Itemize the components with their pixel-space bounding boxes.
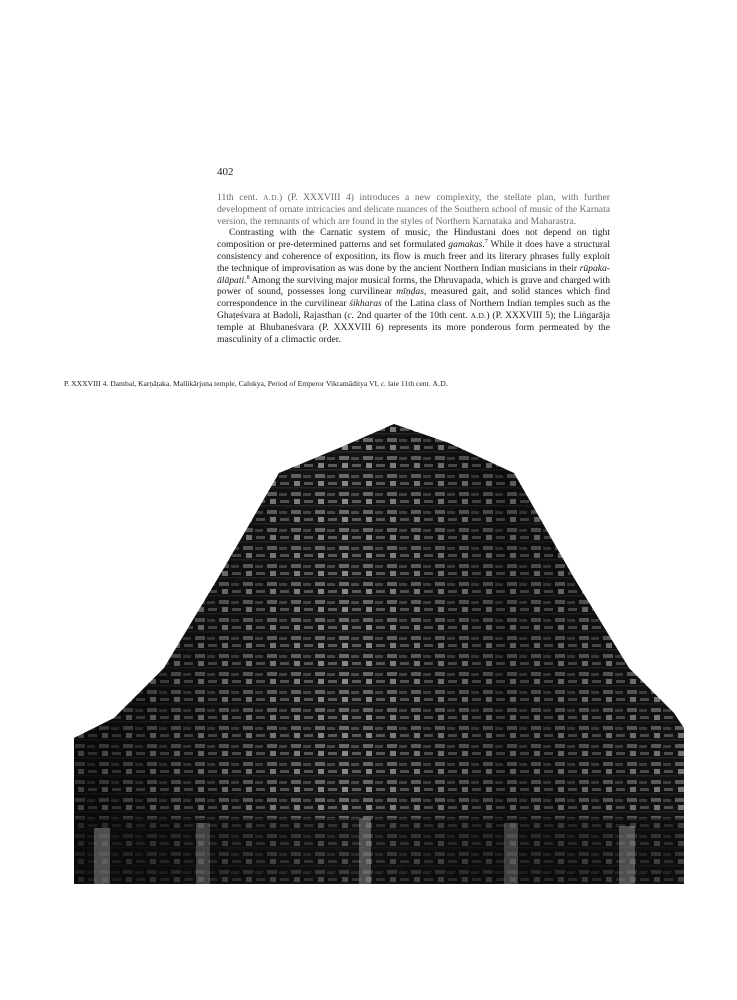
p2-italic-rupaka: rūpaka-ālāpati. [217, 262, 610, 286]
p2-italic-sikharas: śikharas [349, 298, 382, 310]
p1-text-1: 11th cent. [217, 192, 264, 203]
p2-text-5: of the Latina class of Northern Indian temples such as the Ghaṭeśvara at Badoli, Rajasthan ( [217, 298, 610, 321]
p2-italic-mindas: mīṇḍas [396, 286, 424, 298]
p1-era: A.D. [263, 193, 279, 202]
p2-italic-gamakas: gamakas [448, 239, 483, 251]
temple-photograph [74, 418, 684, 884]
p2-text-6: 2nd quarter of the 10th cent. [354, 309, 471, 321]
p2-text-7: ) (P. XXXVIII 5); the Liṅgarāja temple at Bhubaneśvara (P. XXXVIII 6) represents its more ponderous form permeated by the masculinity of a climactic order. [217, 309, 610, 345]
figure-caption [64, 379, 664, 388]
p2-era: A.D. [470, 310, 487, 320]
p2-text-2: While it does have a structural consistency and coherence of exposition, its flow is much freer and its literary phrases fully exploit the technique of improvisation as was done by the ancient Northern Indian musicians in their [217, 239, 610, 274]
p1-text-2: ) (P. XXXVIII 4) introduces a new complexity, the stellate plan, with further development of ornate intricacies and delicate nuances of the Southern school of music of the Karnata version, the remnants of which are found in the styles of Northern Karnataka and Maharastra. [217, 192, 610, 227]
p2-text-3: Among the surviving major musical forms, the Dhruvapada, which is grave and charged with power of sound, possesses long curvilinear [217, 274, 610, 298]
paragraph-1 [217, 192, 610, 227]
caption-era: A.D. [432, 379, 449, 388]
paragraph-2: Contrasting with the Carnatic system of music, the Hindustani does not depend on tight composition or pre-determined patterns and set formulated gamakas.$^7$ While it does have a structural consistency and coherence of exposition, its flow is much freer and its literary phrases fully exploit the technique of improvisation as was done by the ancient Northern Indian musicians in their rūpaka-ālāpati.$^8$ Among the surviving major musical forms, the Dhruvapada, which is grave and charged with power of sound, possesses long curvilinear mīṇḍas, measured gait, and solid stances which find correspondence in the curvilinear śikharas of the Latina class of Northern Indian temples such as the Ghaṭeśvara at Badoli, Rajasthan (c. 2nd quarter of the 10th cent. A.D.) (P. XXXVIII 5); the Liṅgarāja temple at Bhubaneśvara (P. XXXVIII 6) represents its more ponderous form permeated by the masculinity of a climactic order. [217, 227, 610, 345]
footnote-ref-7: 7 [484, 239, 488, 245]
p2-text-4: , measured gait, and solid stances which find correspondence in the curvilinear [217, 286, 610, 310]
footnote-ref-8: 8 [246, 274, 250, 281]
caption-text-2: late 11th cent. [386, 379, 433, 388]
p2-text-1: Contrasting with the Carnatic system of music, the Hindustani does not depend on tight composition or pre-determined patterns and set formulated [217, 227, 610, 251]
p2-italic-circa: c. [347, 309, 355, 321]
caption-text-1: P. XXXVIII 4. Dambal, Karṇāṭaka. Mallikārjuna temple, Calukya, Period of Emperor Vikramāditya VI, [64, 379, 381, 388]
page-number: 402 [217, 166, 234, 178]
caption-circa: c. [380, 379, 387, 388]
body-text [217, 192, 610, 345]
